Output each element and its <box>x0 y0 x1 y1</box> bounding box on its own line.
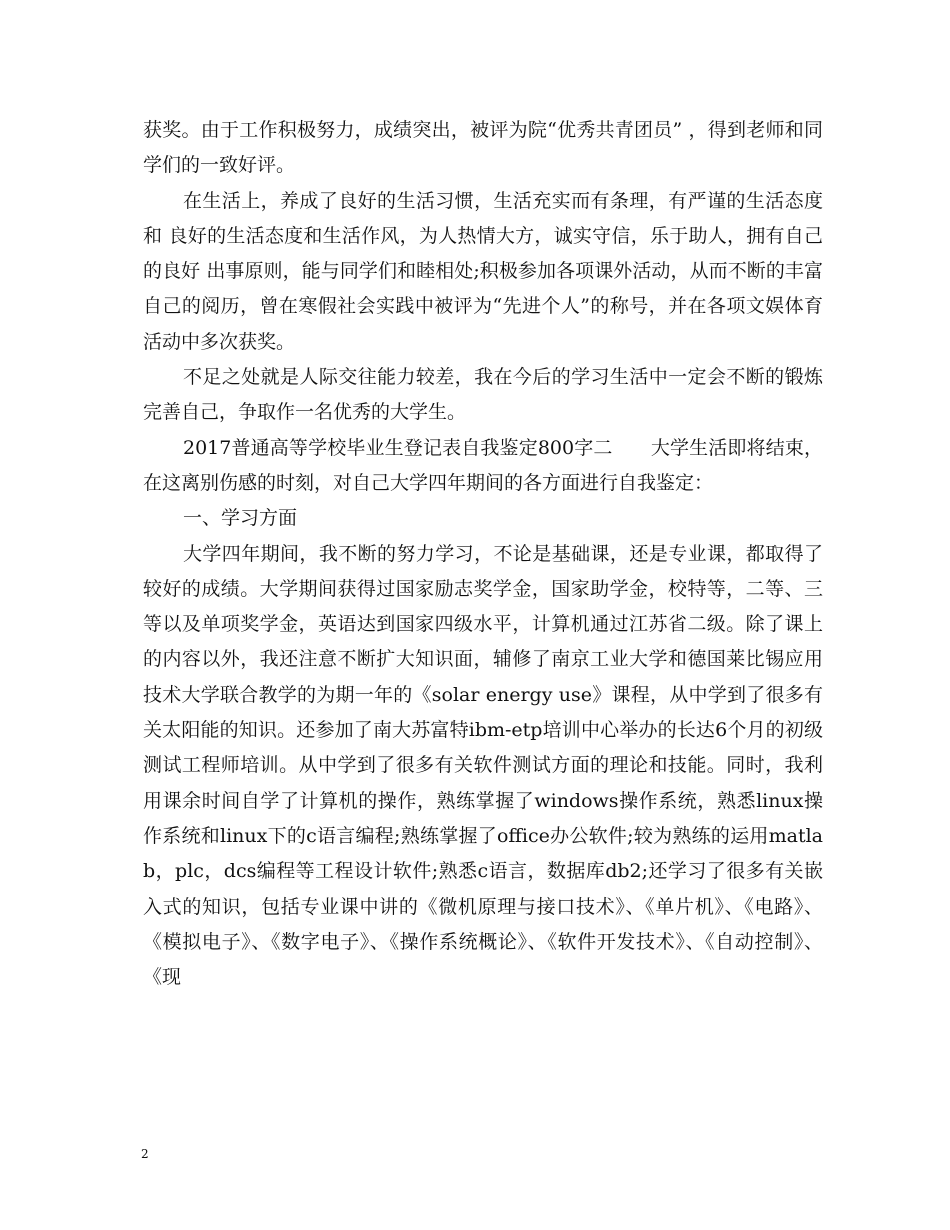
paragraph-1: 获奖。由于工作积极努力，成绩突出，被评为院“优秀共青团员” ，得到老师和同学们的一致好评。 <box>143 119 823 177</box>
paragraph-3: 不足之处就是人际交往能力较差，我在今后的学习生活中一定会不断的锻炼完善自己，争取作一名优秀的大学生。 <box>143 366 823 424</box>
body-text <box>143 113 823 995</box>
paragraph-5: 大学四年期间，我不断的努力学习，不论是基础课，还是专业课，都取得了较好的成绩。大学期间获得过国家励志奖学金，国家助学金，校特等，二等、三等以及单项奖学金，英语达到国家四级水平，计算机通过江苏省二级。除了课上的内容以外，我还注意不断扩大知识面，辅修了南京工业大学和德国莱比锡应用技术大学联合教学的为期一年的《solar energy use》课程，从中学到了很多有关太阳能的知识。还参加了南大苏富特ibm-etp培训中心举办的长达6个月的初级测试工程师培训。从中学到了很多有关软件测试方面的理论和技能。同时，我利用课余时间自学了计算机的操作，熟练掌握了windows操作系统，熟悉linux操作系统和linux下的c语言编程;熟练掌握了office办公软件;较为熟练的运用matlab，plc，dcs编程等工程设计软件;熟悉c语言，数据库db2;还学习了很多有关嵌入式的知识，包括专业课中讲的《微机原理与接口技术》、《单片机》、《电路》、《模拟电子》、《数字电子》、《操作系统概论》、《软件开发技术》、《自动控制》、《现 <box>143 542 823 989</box>
paragraph-2: 在生活上，养成了良好的生活习惯，生活充实而有条理，有严谨的生活态度和 良好的生活态度和生活作风，为人热情大方，诚实守信，乐于助人，拥有自己的良好 出事原则，能与同学们和睦相处;积极参加各项课外活动，从而不断的丰富自己的阅历，曾在寒假社会实践中被评为“先进个人”的称号，并在各项文娱体育活动中多次获奖。 <box>143 189 823 353</box>
paragraph-4: 2017普通高等学校毕业生登记表自我鉴定800字二 大学生活即将结束，在这离别伤感的时刻，对自己大学四年期间的各方面进行自我鉴定： <box>143 436 823 494</box>
page-number: 2 <box>141 1147 149 1161</box>
section-heading-study: 一、学习方面 <box>183 507 298 530</box>
